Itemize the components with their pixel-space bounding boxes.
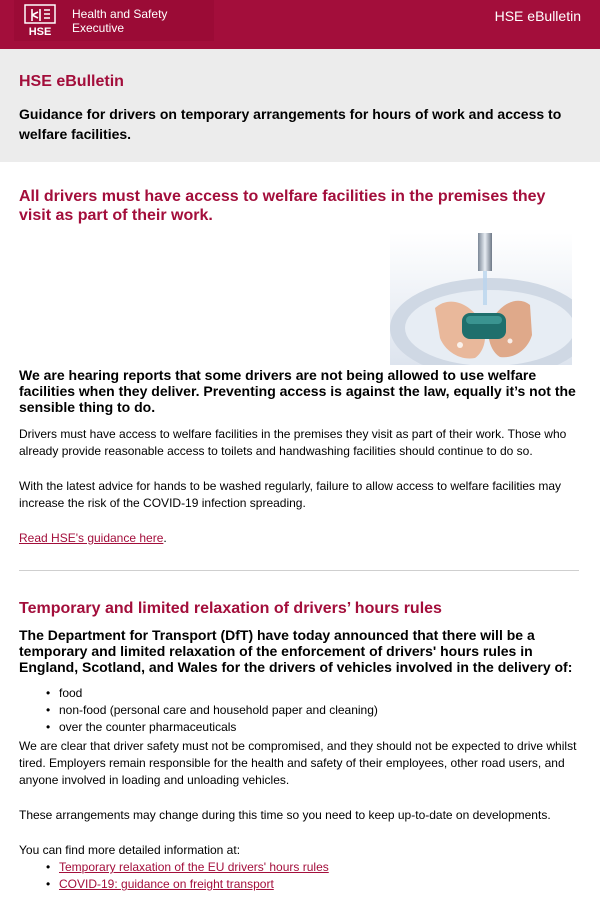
- handwashing-image: [390, 233, 572, 365]
- section2-heading: Temporary and limited relaxation of drivers’ hours rules: [19, 600, 442, 617]
- handwashing-illustration-icon: [390, 233, 572, 365]
- intro-panel: [0, 49, 600, 162]
- section1-paragraph-1: Drivers must have access to welfare facilities in the premises they visit as part of their work. Those who already provide reasonable access to toilets and handwashing facilities should continue to do so.: [19, 427, 567, 458]
- header-bulletin-label: HSE eBulletin: [494, 8, 581, 24]
- section-divider: [19, 570, 579, 571]
- section1-link-line: Read HSE's guidance here.: [19, 531, 167, 545]
- hse-logo-text: HSE: [28, 26, 52, 37]
- info-links-list: [46, 859, 329, 893]
- list-item: • food: [46, 685, 378, 702]
- eu-drivers-hours-link[interactable]: Temporary relaxation of the EU drivers' hours rules: [59, 860, 329, 874]
- section1-heading: All drivers must have access to welfare facilities in the premises they visit as part of their work.: [19, 188, 546, 224]
- list-item: • over the counter pharmaceuticals: [46, 719, 378, 736]
- list-item: [46, 876, 329, 893]
- freight-guidance-link[interactable]: COVID-19: guidance on freight transport: [59, 877, 274, 891]
- section2-lead: The Department for Transport (DfT) have today announced that there will be a temporary and limited relaxation of the enforcement of drivers' hours rules in England, Scotland, and Wales for the drivers of vehicles involved in the delivery of:: [19, 627, 573, 675]
- org-name: Health and Safety Executive: [72, 7, 168, 35]
- list-item: • non-food (personal care and household paper and cleaning): [46, 702, 378, 719]
- section1-paragraph-2: With the latest advice for hands to be washed regularly, failure to allow access to welfare facilities may increase the risk of the COVID-19 infection spreading.: [19, 479, 562, 510]
- page-title: HSE eBulletin: [19, 73, 124, 90]
- hse-logo-icon: [24, 4, 56, 37]
- hse-logo-block[interactable]: [14, 0, 214, 41]
- section2-paragraph-2: These arrangements may change during this time so you need to keep up-to-date on developments.: [19, 808, 551, 822]
- delivery-items-list: [46, 685, 378, 736]
- section2-paragraph-3: You can find more detailed information at:: [19, 843, 241, 857]
- list-item: [46, 859, 329, 876]
- header-bar: [0, 0, 600, 49]
- section1-lead: We are hearing reports that some drivers are not being allowed to use welfare facilities when they deliver. Preventing access is against the law, equally it’s not the sensible thing to do.: [19, 367, 576, 415]
- page-subtitle: Guidance for drivers on temporary arrangements for hours of work and access to welfare facilities.: [19, 106, 562, 142]
- read-guidance-link[interactable]: Read HSE's guidance here: [19, 531, 164, 545]
- section2-paragraph-1: We are clear that driver safety must not be compromised, and they should not be expected to drive whilst tired. Employers remain responsible for the health and safety of their employees, other road users, and anyone involved in loading and unloading vehicles.: [19, 739, 577, 787]
